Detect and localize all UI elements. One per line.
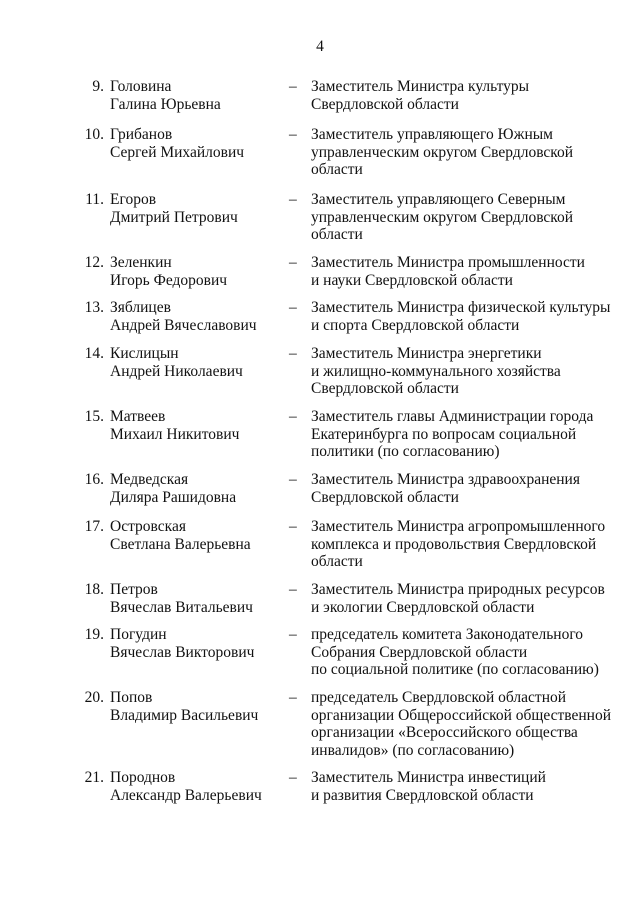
- item-number: 17.: [84, 518, 104, 535]
- description-line: Свердловской области: [311, 95, 459, 113]
- position-description: [311, 408, 611, 461]
- person-name: [110, 581, 285, 616]
- item-number: 20.: [84, 689, 104, 706]
- item-number: 12.: [84, 254, 104, 271]
- given-names: Александр Валерьевич: [110, 786, 262, 804]
- given-names: Сергей Михайлович: [110, 143, 245, 161]
- person-name: [110, 191, 285, 226]
- person-name: [110, 626, 285, 661]
- given-names: Дмитрий Петрович: [110, 208, 238, 226]
- position-description: [311, 345, 611, 398]
- person-name: [110, 254, 285, 289]
- position-description: [311, 581, 611, 616]
- person-name: [110, 345, 285, 380]
- description-line: Заместитель управляющего Северным: [311, 191, 566, 208]
- dash: –: [289, 254, 297, 271]
- item-number: 21.: [84, 769, 104, 786]
- given-names: Диляра Рашидовна: [110, 488, 237, 506]
- surname: Зеленкин: [110, 254, 172, 271]
- person-name: [110, 518, 285, 553]
- given-names: Владимир Васильевич: [110, 706, 259, 724]
- description-line: Заместитель Министра промышленности: [311, 254, 585, 271]
- position-description: [311, 689, 611, 759]
- position-description: [311, 769, 611, 804]
- item-number: 13.: [84, 299, 104, 316]
- given-names: Михаил Никитович: [110, 425, 240, 443]
- dash: –: [289, 471, 297, 488]
- description-line: Заместитель Министра энергетики: [311, 345, 542, 362]
- given-names: Вячеслав Викторович: [110, 643, 255, 661]
- description-line: комплекса и продовольствия Свердловской: [311, 535, 597, 553]
- description-line: Заместитель главы Администрации города: [311, 408, 594, 425]
- person-name: [110, 299, 285, 334]
- position-description: [311, 518, 611, 571]
- dash: –: [289, 299, 297, 316]
- description-line: Заместитель Министра здравоохранения: [311, 471, 580, 488]
- description-line: председатель комитета Законодательного: [311, 626, 584, 643]
- surname: Грибанов: [110, 126, 173, 143]
- description-line: и развития Свердловской области: [311, 786, 534, 804]
- given-names: Андрей Вячеславович: [110, 316, 257, 334]
- position-description: [311, 626, 611, 679]
- description-line: Собрания Свердловской области: [311, 643, 528, 661]
- person-name: [110, 471, 285, 506]
- description-line: области: [311, 161, 363, 178]
- given-names: Игорь Федорович: [110, 271, 228, 289]
- given-names: Андрей Николаевич: [110, 362, 243, 380]
- position-description: [311, 254, 611, 289]
- surname: Кислицын: [110, 345, 179, 362]
- dash: –: [289, 408, 297, 425]
- surname: Головина: [110, 78, 172, 95]
- description-line: Заместитель Министра природных ресурсов: [311, 581, 605, 598]
- dash: –: [289, 581, 297, 598]
- dash: –: [289, 191, 297, 208]
- surname: Петров: [110, 581, 158, 598]
- description-line: организации «Всероссийского общества: [311, 724, 578, 741]
- person-name: [110, 408, 285, 443]
- surname: Породнов: [110, 769, 176, 786]
- position-description: [311, 78, 611, 113]
- position-description: [311, 126, 611, 179]
- description-line: и экологии Свердловской области: [311, 598, 535, 616]
- description-line: политики (по согласованию): [311, 443, 500, 460]
- item-number: 15.: [84, 408, 104, 425]
- description-line: по социальной политике (по согласованию): [311, 661, 599, 678]
- person-name: [110, 78, 285, 113]
- person-name: [110, 126, 285, 161]
- item-number: 14.: [84, 345, 104, 362]
- surname: Медведская: [110, 471, 189, 488]
- item-number: 16.: [84, 471, 104, 488]
- item-number: 18.: [84, 581, 104, 598]
- surname: Матвеев: [110, 408, 166, 425]
- dash: –: [289, 78, 297, 95]
- description-line: и жилищно-коммунального хозяйства: [311, 362, 561, 380]
- surname: Зяблицев: [110, 299, 171, 316]
- given-names: Галина Юрьевна: [110, 95, 221, 113]
- given-names: Светлана Валерьевна: [110, 535, 251, 553]
- surname: Попов: [110, 689, 153, 706]
- person-name: [110, 769, 285, 804]
- position-description: [311, 299, 611, 334]
- description-line: Екатеринбурга по вопросам социальной: [311, 425, 577, 443]
- surname: Егоров: [110, 191, 157, 208]
- surname: Островская: [110, 518, 186, 535]
- page-number: 4: [316, 38, 324, 55]
- dash: –: [289, 345, 297, 362]
- given-names: Вячеслав Витальевич: [110, 598, 253, 616]
- description-line: области: [311, 553, 363, 570]
- person-name: [110, 689, 285, 724]
- description-line: и науки Свердловской области: [311, 271, 513, 289]
- dash: –: [289, 769, 297, 786]
- description-line: Заместитель Министра агропромышленного: [311, 518, 606, 535]
- description-line: Заместитель Министра инвестиций: [311, 769, 546, 786]
- description-line: области: [311, 226, 363, 243]
- description-line: Заместитель Министра физической культуры: [311, 299, 611, 316]
- description-line: управленческим округом Свердловской: [311, 143, 574, 161]
- description-line: Свердловской области: [311, 488, 459, 506]
- description-line: Заместитель управляющего Южным: [311, 126, 553, 143]
- description-line: Заместитель Министра культуры: [311, 78, 530, 95]
- dash: –: [289, 626, 297, 643]
- description-line: и спорта Свердловской области: [311, 316, 520, 334]
- description-line: Свердловской области: [311, 380, 459, 397]
- dash: –: [289, 689, 297, 706]
- description-line: организации Общероссийской общественной: [311, 706, 611, 724]
- description-line: председатель Свердловской областной: [311, 689, 567, 706]
- dash: –: [289, 518, 297, 535]
- description-line: инвалидов» (по согласованию): [311, 741, 515, 759]
- description-line: управленческим округом Свердловской: [311, 208, 574, 226]
- item-number: 11.: [85, 191, 104, 208]
- item-number: 19.: [84, 626, 104, 643]
- item-number: 9.: [92, 78, 104, 95]
- surname: Погудин: [110, 626, 167, 643]
- item-number: 10.: [84, 126, 104, 143]
- dash: –: [289, 126, 297, 143]
- position-description: [311, 191, 611, 244]
- position-description: [311, 471, 611, 506]
